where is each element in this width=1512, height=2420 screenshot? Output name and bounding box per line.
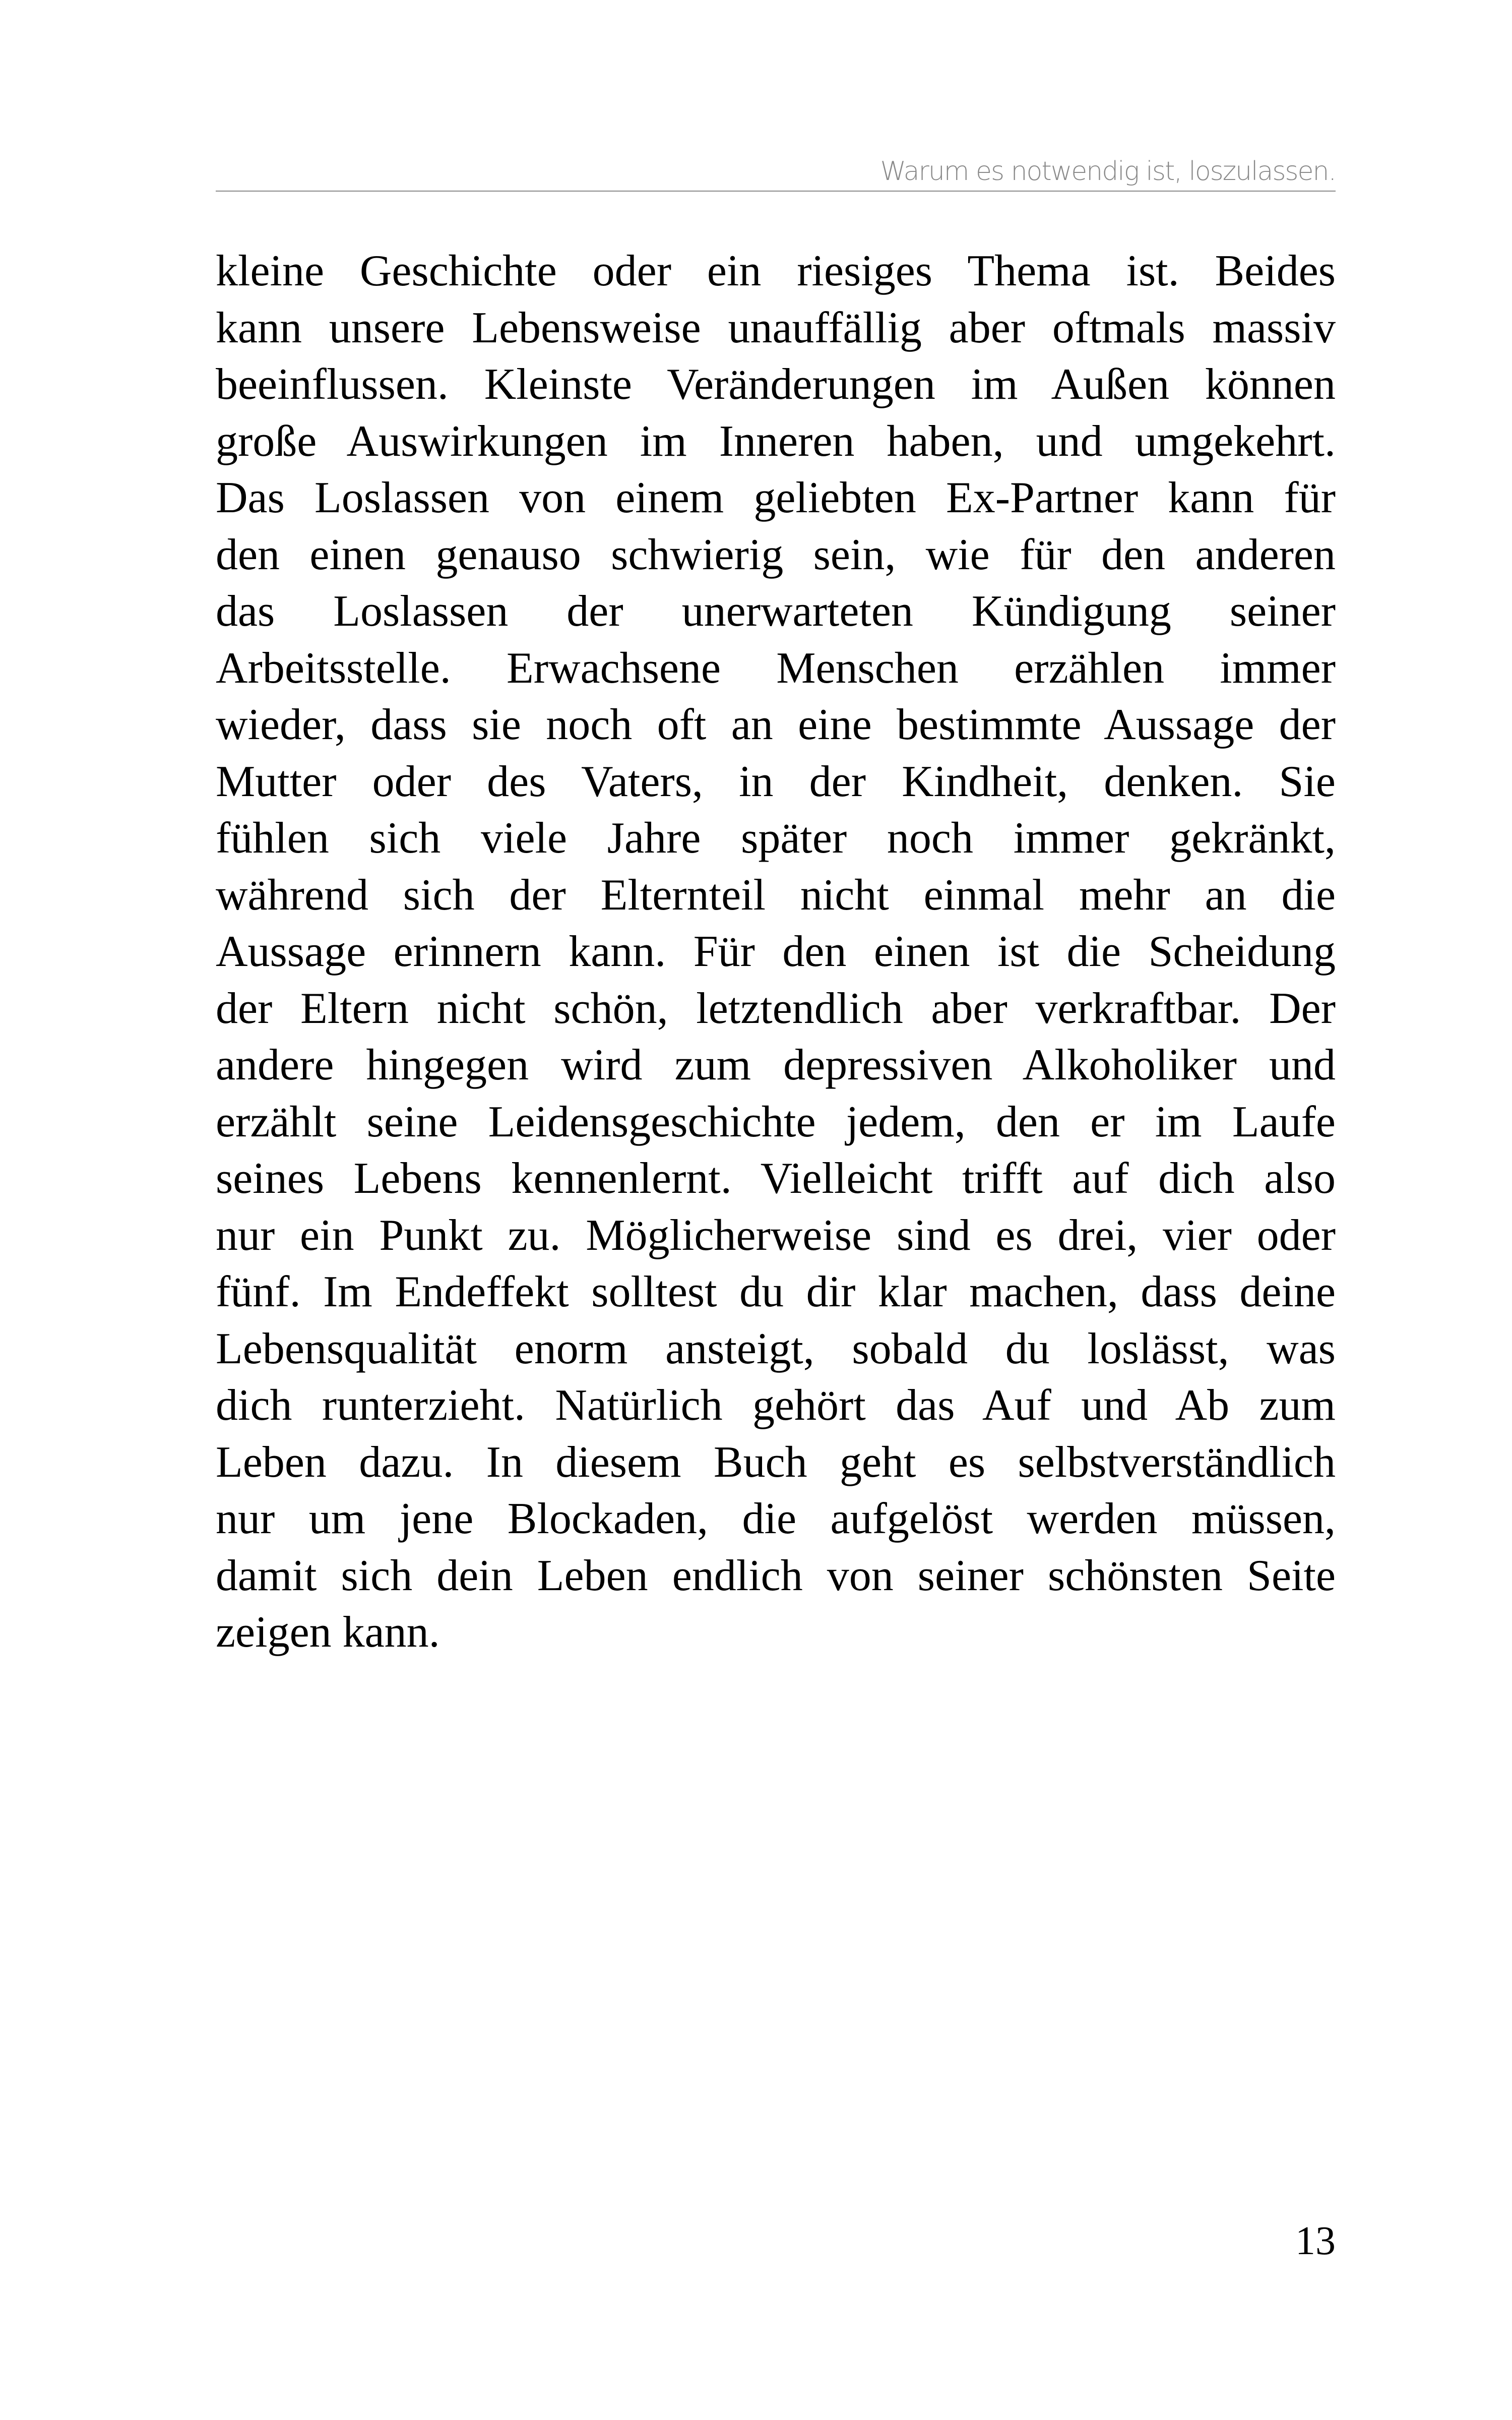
running-header: [216, 151, 1336, 192]
text-line: zeigen kann.: [216, 1608, 440, 1657]
text-line: Aussage erinnern kann. Für den einen ist die Scheidung: [216, 927, 1336, 976]
text-line: beeinflussen. Kleinste Veränderungen im Außen können: [216, 360, 1336, 409]
text-line: erzählt seine Leidensgeschichte jedem, den er im Laufe: [216, 1097, 1336, 1146]
page-number: 13: [1295, 2219, 1336, 2263]
text-line: während sich der Elternteil nicht einmal mehr an die: [216, 870, 1336, 920]
text-line: der Eltern nicht schön, letztendlich aber verkraftbar. Der: [216, 984, 1336, 1033]
body-paragraph: [216, 243, 1336, 1661]
text-line: nur um jene Blockaden, die aufgelöst werden müssen,: [216, 1494, 1336, 1543]
text-line: fünf. Im Endeffekt solltest du dir klar machen, dass deine: [216, 1267, 1336, 1316]
text-line: das Loslassen der unerwarteten Kündigung seiner: [216, 587, 1336, 636]
text-line: damit sich dein Leben endlich von seiner schönsten Seite: [216, 1551, 1336, 1600]
text-line: kann unsere Lebensweise unauffällig aber oftmals massiv: [216, 303, 1336, 352]
text-line: kleine Geschichte oder ein riesiges Thema ist. Beides: [216, 247, 1336, 295]
text-line: seines Lebens kennenlernt. Vielleicht trifft auf dich also: [216, 1154, 1336, 1203]
text-line: Arbeitsstelle. Erwachsene Menschen erzählen immer: [216, 643, 1336, 693]
running-title: Warum es notwendig ist, loszulassen.: [880, 156, 1336, 187]
text-line: fühlen sich viele Jahre später noch immer gekränkt,: [216, 814, 1336, 863]
text-line: Lebensqualität enorm ansteigt, sobald du loslässt, was: [216, 1324, 1336, 1373]
text-line: dich runterzieht. Natürlich gehört das Auf und Ab zum: [216, 1381, 1336, 1430]
text-line: Das Loslassen von einem geliebten Ex-Partner kann für: [216, 473, 1336, 522]
text-line: Mutter oder des Vaters, in der Kindheit, denken. Sie: [216, 757, 1336, 806]
text-line: große Auswirkungen im Inneren haben, und umgekehrt.: [216, 416, 1336, 466]
header-rule: [216, 191, 1336, 192]
text-line: nur ein Punkt zu. Möglicherweise sind es drei, vier oder: [216, 1211, 1336, 1260]
text-line: Leben dazu. In diesem Buch geht es selbstverständlich: [216, 1437, 1336, 1487]
text-line: den einen genauso schwierig sein, wie für den anderen: [216, 530, 1336, 579]
text-line: wieder, dass sie noch oft an eine bestimmte Aussage der: [216, 700, 1336, 749]
text-line: andere hingegen wird zum depressiven Alkoholiker und: [216, 1041, 1336, 1090]
